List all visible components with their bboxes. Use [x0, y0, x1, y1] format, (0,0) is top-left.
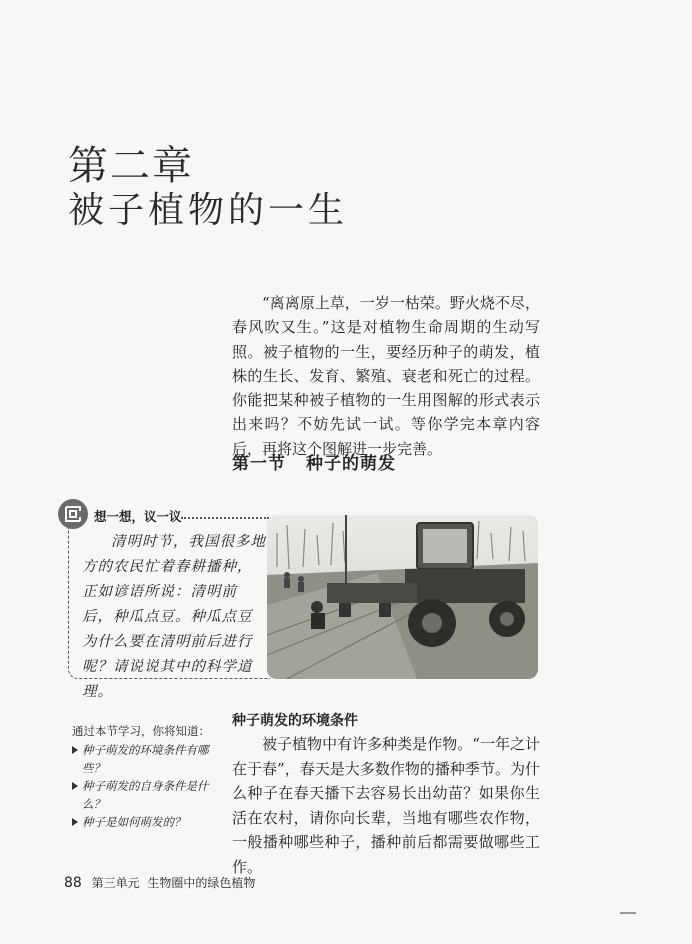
objective-item: 种子萌发的环境条件有哪些？	[72, 741, 212, 777]
section-title: 种子的萌发	[306, 454, 396, 474]
pattern-glyph-icon	[63, 504, 83, 524]
unit-label: 第三单元	[91, 876, 140, 890]
intro-paragraph	[232, 291, 540, 461]
subsection-paragraph	[232, 732, 540, 879]
unit-title: 生物圈中的绿色植物	[147, 876, 256, 890]
chapter-title: 被子植物的一生	[68, 190, 349, 231]
discussion-text: 清明时节，我国很多地方的农民忙着春耕播种，正如谚语所说：清明前后，种瓜点豆。种瓜点豆为什么要在清明前后进行呢？请说说其中的科学道理。	[82, 534, 266, 700]
corner-mark	[620, 912, 636, 914]
subsection-text: 被子植物中有许多种类是作物。“一年之计在于春”，春天是大多数作物的播种季节。为什么种子在春天播下去容易长出幼苗？如果你生活在农村，请你向长辈，当地有哪些农作物，一般播种哪些种子，播种前后都需要做哪些工作。	[232, 735, 540, 876]
intro-text: “离离原上草，一岁一枯荣。野火烧不尽，春风吹又生。”这是对植物生命周期的生动写照。被子植物的一生，要经历种子的萌发，植株的生长、发育、繁殖、衰老和死亡的过程。你能把某种被子植物的一生用图解的形式表示出来吗？不妨先试一试。等你学完本章内容后，再将这个图解进一步完善。	[232, 294, 540, 458]
field-photo-illustration	[267, 515, 538, 679]
subsection-title: 种子萌发的环境条件	[232, 713, 358, 729]
discussion-icon	[58, 499, 88, 529]
discussion-label: 想一想，议一议	[94, 509, 182, 524]
tractor-planting-photo	[267, 515, 538, 679]
learning-objectives	[72, 722, 212, 831]
section-number: 第一节	[232, 454, 286, 474]
chapter-number: 第二章	[68, 143, 194, 189]
dotted-divider	[181, 517, 269, 519]
page-number: 88	[64, 875, 82, 891]
objective-item: 种子是如何萌发的？	[72, 813, 212, 831]
objectives-heading: 通过本节学习，你将知道：	[72, 724, 210, 738]
section-heading	[232, 449, 396, 474]
page-footer	[64, 874, 255, 891]
discussion-text-block	[82, 530, 266, 705]
objective-item: 种子萌发的自身条件是什么？	[72, 777, 212, 813]
